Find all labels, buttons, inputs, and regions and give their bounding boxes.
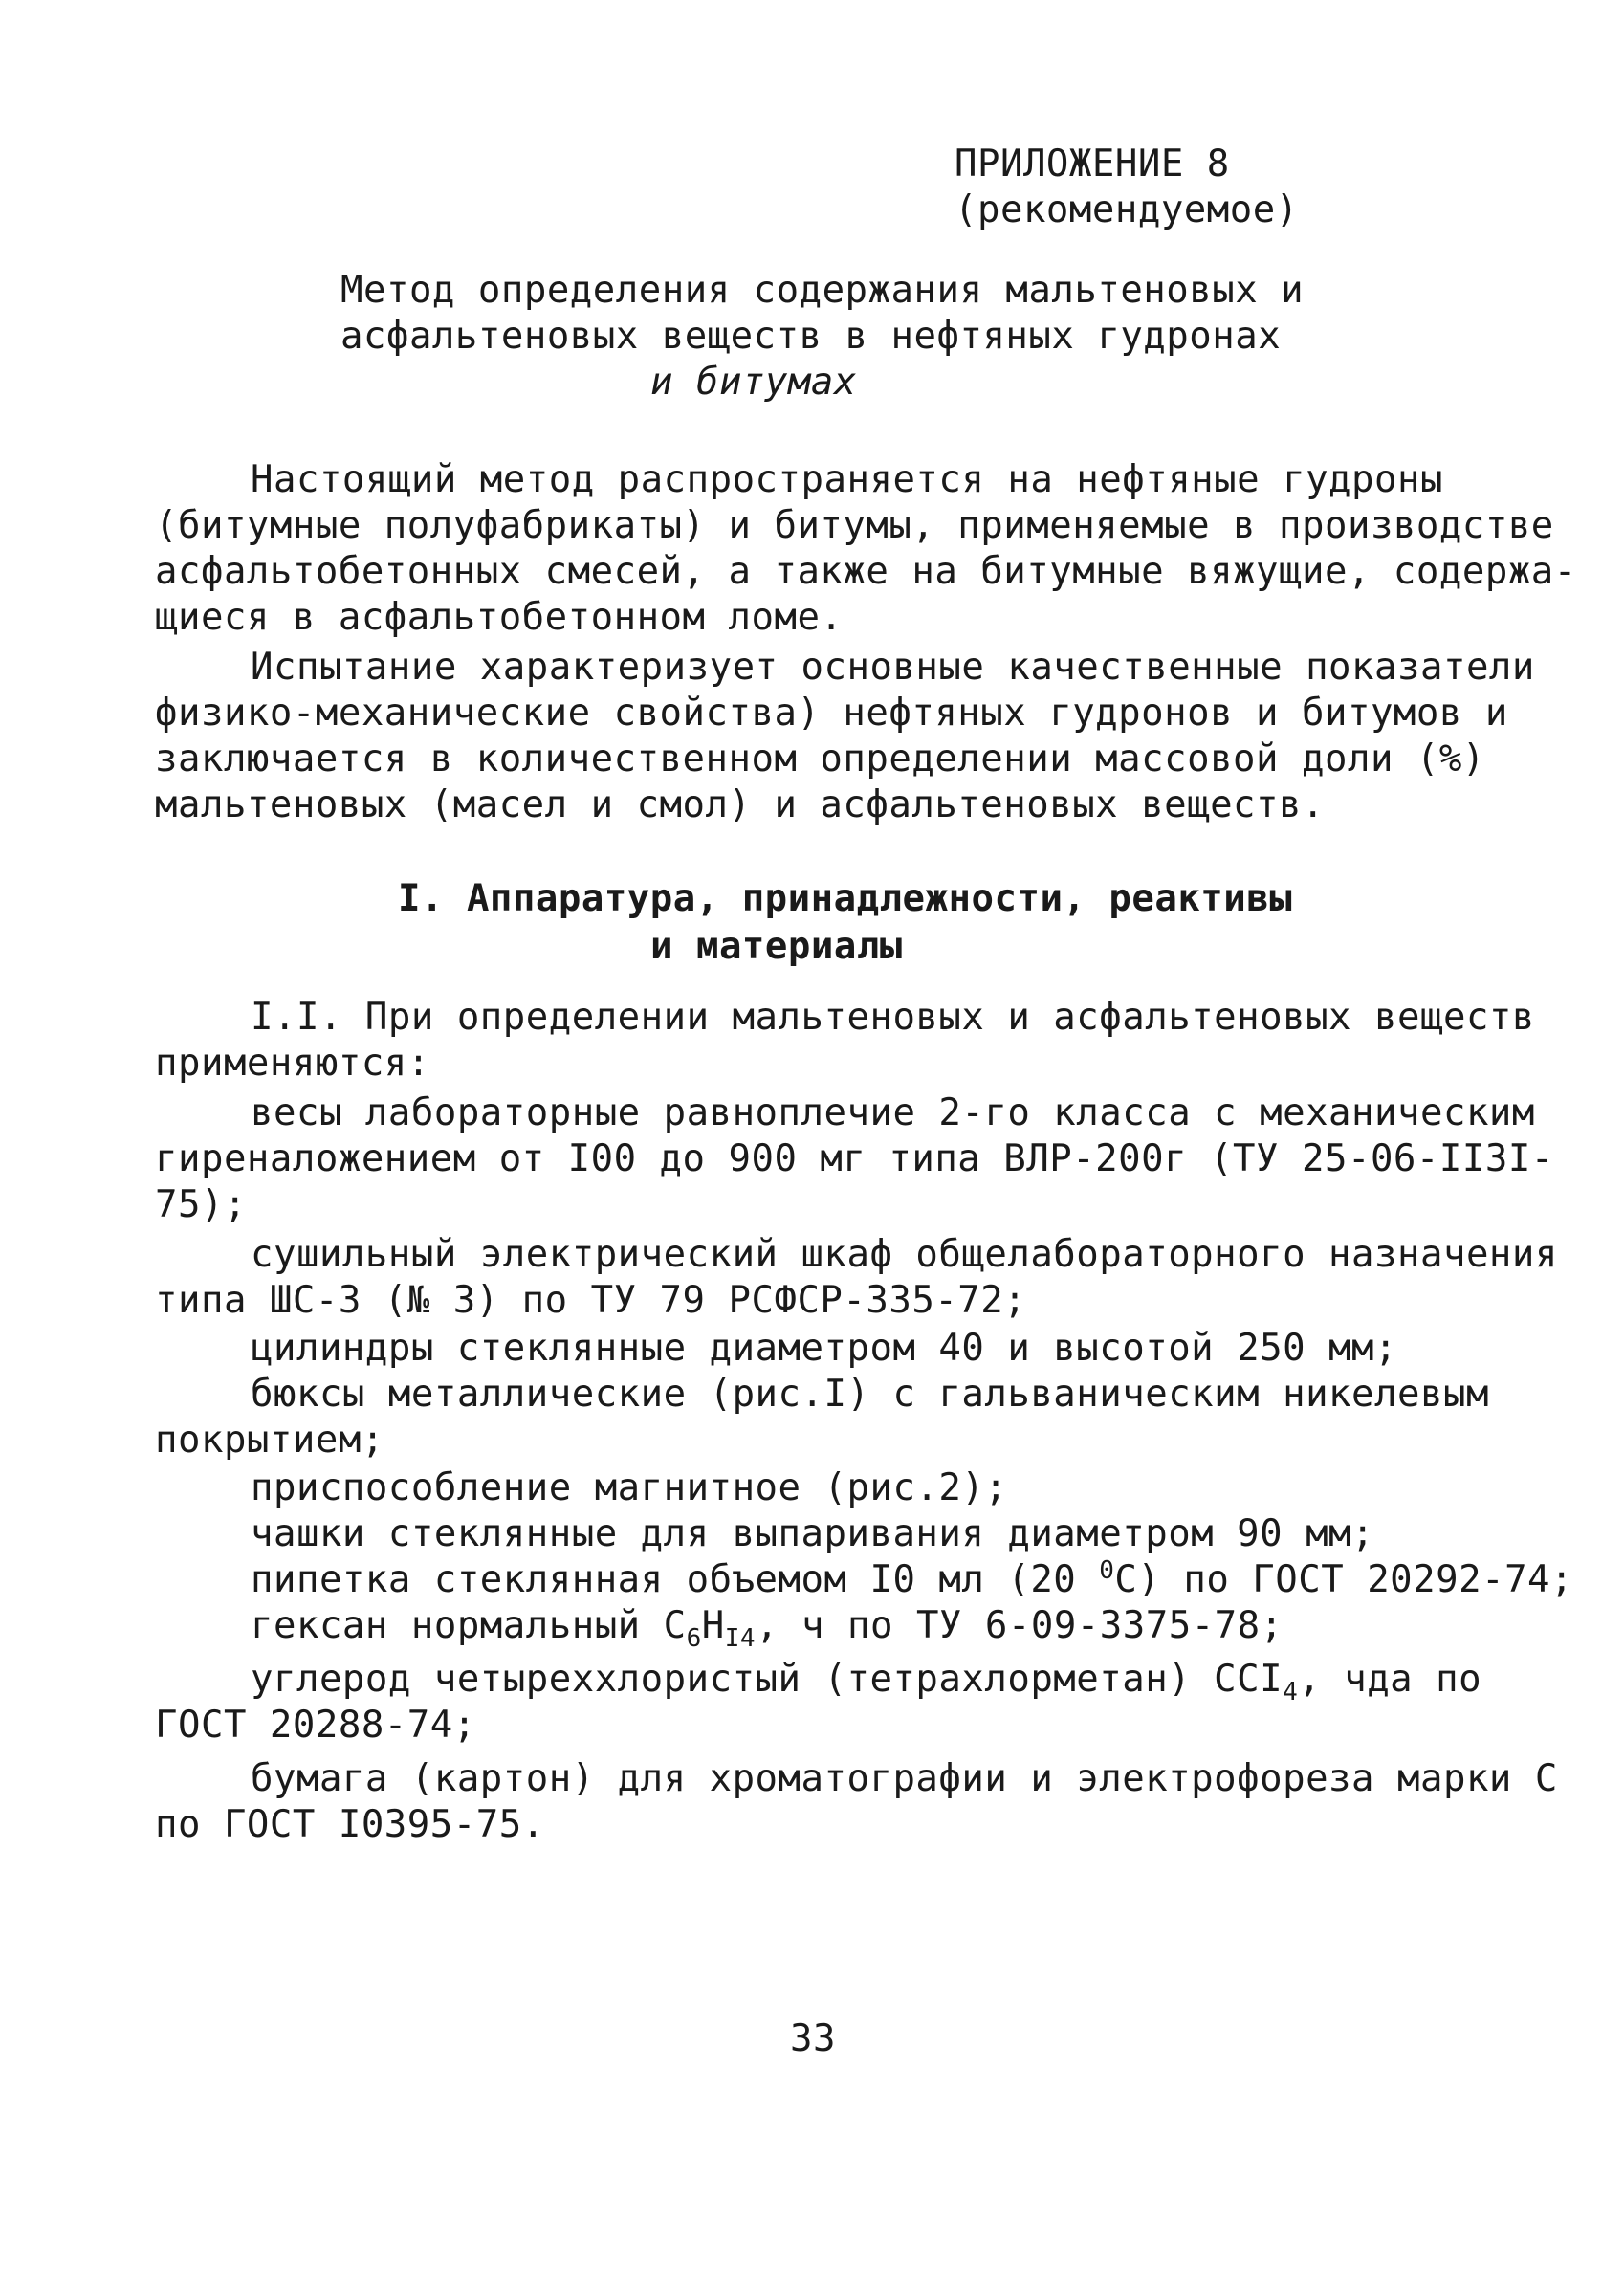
clause-1-1-lead: I.I. При определении мальтеновых и асфальтеновых веществ — [251, 996, 1535, 1039]
item-magnet: приспособление магнитное (рис.2); — [251, 1466, 1008, 1509]
item-carbon-line-2: ГОСТ 20288-74; — [155, 1704, 476, 1747]
intro-p1-line-2: (битумные полуфабрикаты) и битумы, применяемые в производстве — [155, 504, 1554, 547]
item-scales-line-3: 75); — [155, 1183, 247, 1226]
section-heading-line-1: I. Аппаратура, принадлежности, реактивы — [398, 877, 1293, 920]
page-number: 33 — [790, 2017, 836, 2060]
intro-p2-line-2: физико-механические свойства) нефтяных гудронов и битумов и — [155, 692, 1508, 735]
item-hexane — [251, 1603, 1284, 1653]
intro-p2-line-1: Испытание характеризует основные качественные показатели — [251, 646, 1535, 689]
item-scales-line-2: гиреналожением от I00 до 900 мг типа ВЛР-200г (ТУ 25-06-II3I- — [155, 1137, 1554, 1180]
intro-p1-line-1: Настоящий метод распространяется на нефтяные гудроны — [251, 458, 1443, 501]
intro-p2-line-4: мальтеновых (масел и смол) и асфальтеновых веществ. — [155, 783, 1325, 826]
item-oven-line-1: сушильный электрический шкаф общелабораторного назначения — [251, 1233, 1558, 1276]
item-hexane-text-b: Н — [701, 1604, 725, 1647]
title-line-2: асфальтеновых веществ в нефтяных гудронах — [340, 315, 1282, 358]
intro-p1-line-4: щиеся в асфальтобетонном ломе. — [155, 596, 844, 639]
item-carbon-sub: 4 — [1283, 1677, 1299, 1706]
section-heading-line-2: и материалы — [650, 925, 903, 968]
item-pipette-degree: 0 — [1099, 1556, 1115, 1585]
appendix-note: (рекомендуемое) — [955, 188, 1299, 231]
item-cups-line-2: покрытием; — [155, 1419, 384, 1462]
item-cylinders: цилиндры стеклянные диаметром 40 и высотой 250 мм; — [251, 1327, 1397, 1370]
item-dishes: чашки стеклянные для выпаривания диаметром 90 мм; — [251, 1512, 1375, 1555]
title-line-1: Метод определения содержания мальтеновых и — [340, 269, 1305, 312]
item-pipette-text-b: С) по ГОСТ 20292-74; — [1114, 1558, 1574, 1601]
item-pipette — [251, 1557, 1573, 1603]
appendix-label: ПРИЛОЖЕНИЕ 8 — [955, 143, 1230, 186]
item-carbon-text-a: углерод четыреххлористый (тетрахлорметан) ССI — [251, 1658, 1284, 1701]
item-carbon-line-1 — [251, 1657, 1482, 1706]
intro-p2-line-3: заключается в количественном определении массовой доли (%) — [155, 737, 1485, 781]
item-hexane-text-a: гексан нормальный С — [251, 1604, 687, 1647]
item-carbon-text-b: , чда по — [1298, 1658, 1482, 1701]
title-line-3: и битумах — [650, 361, 857, 404]
item-hexane-text-c: , ч по ТУ 6-09-3375-78; — [756, 1604, 1284, 1647]
item-oven-line-2: типа ШС-3 (№ 3) по ТУ 79 РСФСР-335-72; — [155, 1279, 1027, 1322]
item-paper-line-2: по ГОСТ I0395-75. — [155, 1803, 545, 1846]
intro-p1-line-3: асфальтобетонных смесей, а также на битумные вяжущие, содержа- — [155, 550, 1577, 593]
item-pipette-text-a: пипетка стеклянная объемом I0 мл (20 — [251, 1558, 1100, 1601]
item-hexane-sub-1: 6 — [686, 1623, 702, 1653]
item-scales-line-1: весы лабораторные равноплечие 2-го класса с механическим — [251, 1091, 1535, 1134]
item-cups-line-1: бюксы металлические (рис.I) с гальваническим никелевым — [251, 1373, 1489, 1416]
item-hexane-sub-2: I4 — [724, 1623, 757, 1653]
item-paper-line-1: бумага (картон) для хроматографии и электрофореза марки С — [251, 1757, 1558, 1800]
clause-1-1-cont: применяются: — [155, 1042, 430, 1085]
